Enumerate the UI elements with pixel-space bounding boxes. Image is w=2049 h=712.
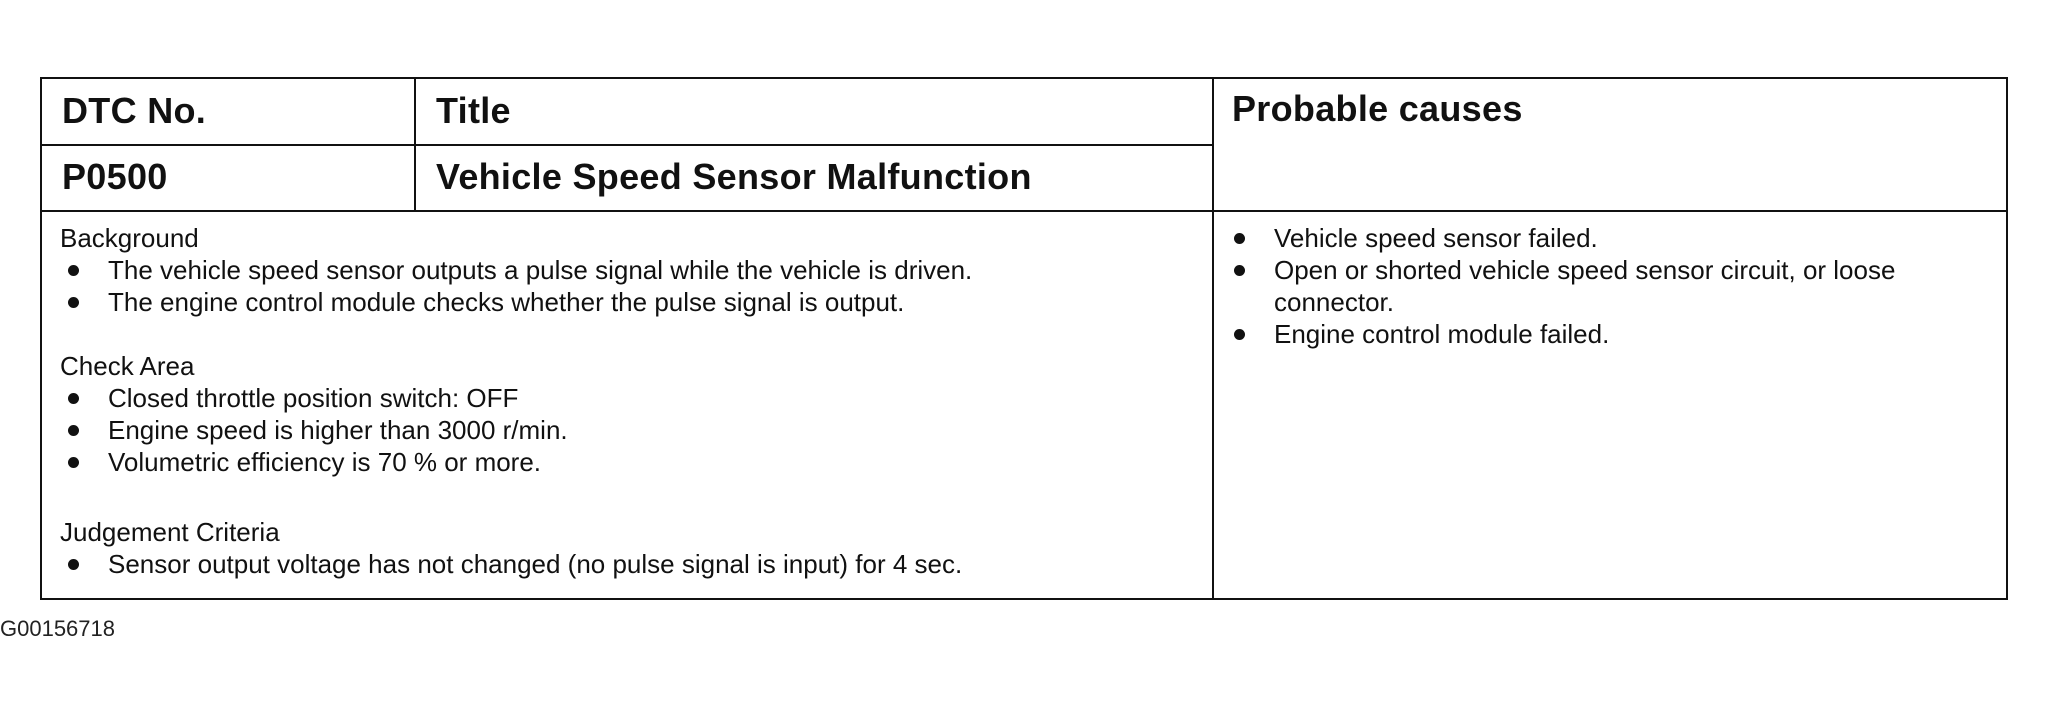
background-section — [60, 222, 1200, 318]
divider-horizontal-header — [42, 144, 1212, 146]
divider-vertical-causes — [1212, 79, 1214, 598]
bullet-icon — [1234, 329, 1245, 340]
dtc-code: P0500 — [62, 156, 168, 197]
bullet-icon — [68, 265, 79, 276]
list-item: Engine speed is higher than 3000 r/min. — [60, 414, 1200, 446]
list-item: The engine control module checks whether the pulse signal is output. — [60, 286, 1200, 318]
bullet-icon — [1234, 233, 1245, 244]
probable-causes-header: Probable causes — [1232, 88, 1523, 129]
check-area-title: Check Area — [60, 351, 195, 381]
check-area-section — [60, 350, 1200, 478]
probable-causes-section — [1226, 222, 1996, 350]
document-id: G00156718 — [0, 616, 115, 641]
list-item: Open or shorted vehicle speed sensor circuit, or loose connector. — [1226, 254, 1996, 318]
list-item: Sensor output voltage has not changed (no pulse signal is input) for 4 sec. — [60, 548, 1200, 580]
dtc-title: Vehicle Speed Sensor Malfunction — [436, 156, 1032, 197]
judgement-criteria-title: Judgement Criteria — [60, 517, 280, 547]
list-item: Closed throttle position switch: OFF — [60, 382, 1200, 414]
bullet-icon — [1234, 265, 1245, 276]
list-item: Vehicle speed sensor failed. — [1226, 222, 1996, 254]
bullet-icon — [68, 425, 79, 436]
bullet-icon — [68, 457, 79, 468]
dtc-table — [40, 77, 2008, 600]
background-title: Background — [60, 223, 199, 253]
list-item: The vehicle speed sensor outputs a pulse signal while the vehicle is driven. — [60, 254, 1200, 286]
bullet-icon — [68, 393, 79, 404]
list-item: Engine control module failed. — [1226, 318, 1996, 350]
dtc-no-header: DTC No. — [62, 90, 207, 131]
bullet-icon — [68, 297, 79, 308]
divider-horizontal-body — [42, 210, 2006, 212]
judgement-criteria-section — [60, 516, 1200, 580]
list-item: Volumetric efficiency is 70 % or more. — [60, 446, 1200, 478]
bullet-icon — [68, 559, 79, 570]
title-header: Title — [436, 90, 511, 131]
